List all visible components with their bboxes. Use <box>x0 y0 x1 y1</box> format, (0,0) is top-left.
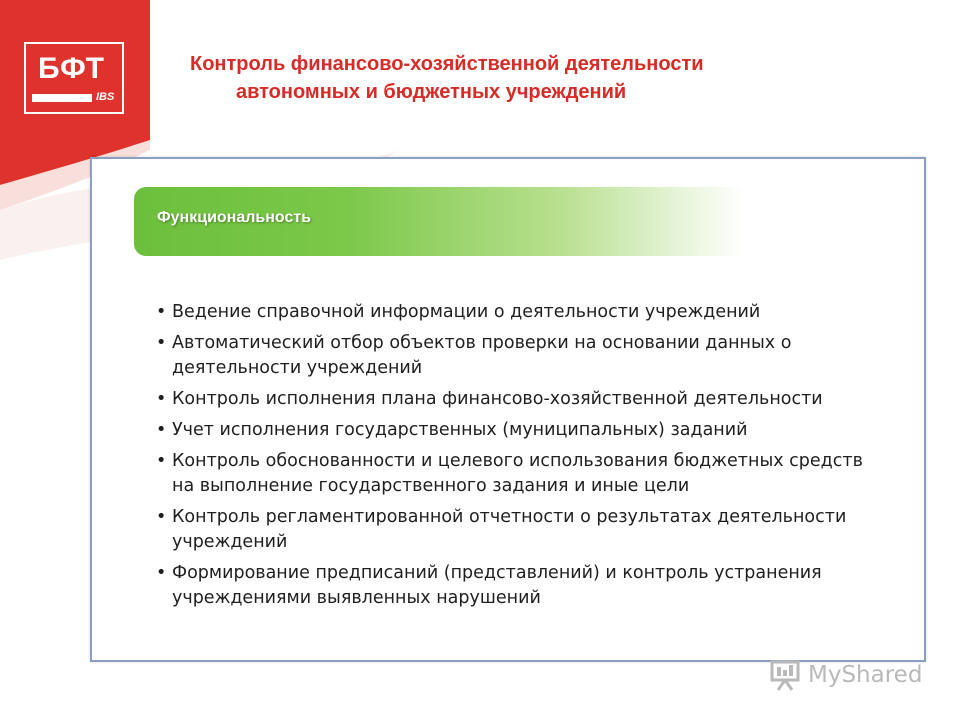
slide-title <box>190 50 890 106</box>
section-header-label: Функциональность <box>157 209 312 226</box>
section-header <box>134 187 744 256</box>
logo-bar <box>32 94 92 102</box>
feature-list <box>156 300 876 617</box>
list-item: • Автоматический отбор объектов проверки на основании данных о деятельности учреждений <box>156 331 876 381</box>
logo-main-text: БФТ <box>38 52 105 85</box>
title-line-1: Контроль финансово-хозяйственной деятельности <box>190 53 704 75</box>
list-item: • Контроль регламентированной отчетности о результатах деятельности учреждений <box>156 505 876 555</box>
presentation-icon <box>768 658 804 692</box>
watermark-text: MyShared <box>808 662 923 688</box>
list-item: • Ведение справочной информации о деятельности учреждений <box>156 300 876 325</box>
watermark <box>768 658 938 694</box>
logo-sub-text: IBS <box>96 91 115 103</box>
list-item: • Формирование предписаний (представлений) и контроль устранения учреждениями выявленных нарушений <box>156 561 876 611</box>
list-item: • Учет исполнения государственных (муниципальных) заданий <box>156 418 876 443</box>
title-line-2: автономных и бюджетных учреждений <box>236 81 627 103</box>
bft-logo <box>24 42 124 114</box>
list-item: • Контроль обоснованности и целевого использования бюджетных средств на выполнение государственного задания и иные цели <box>156 449 876 499</box>
list-item: • Контроль исполнения плана финансово-хозяйственной деятельности <box>156 387 876 412</box>
